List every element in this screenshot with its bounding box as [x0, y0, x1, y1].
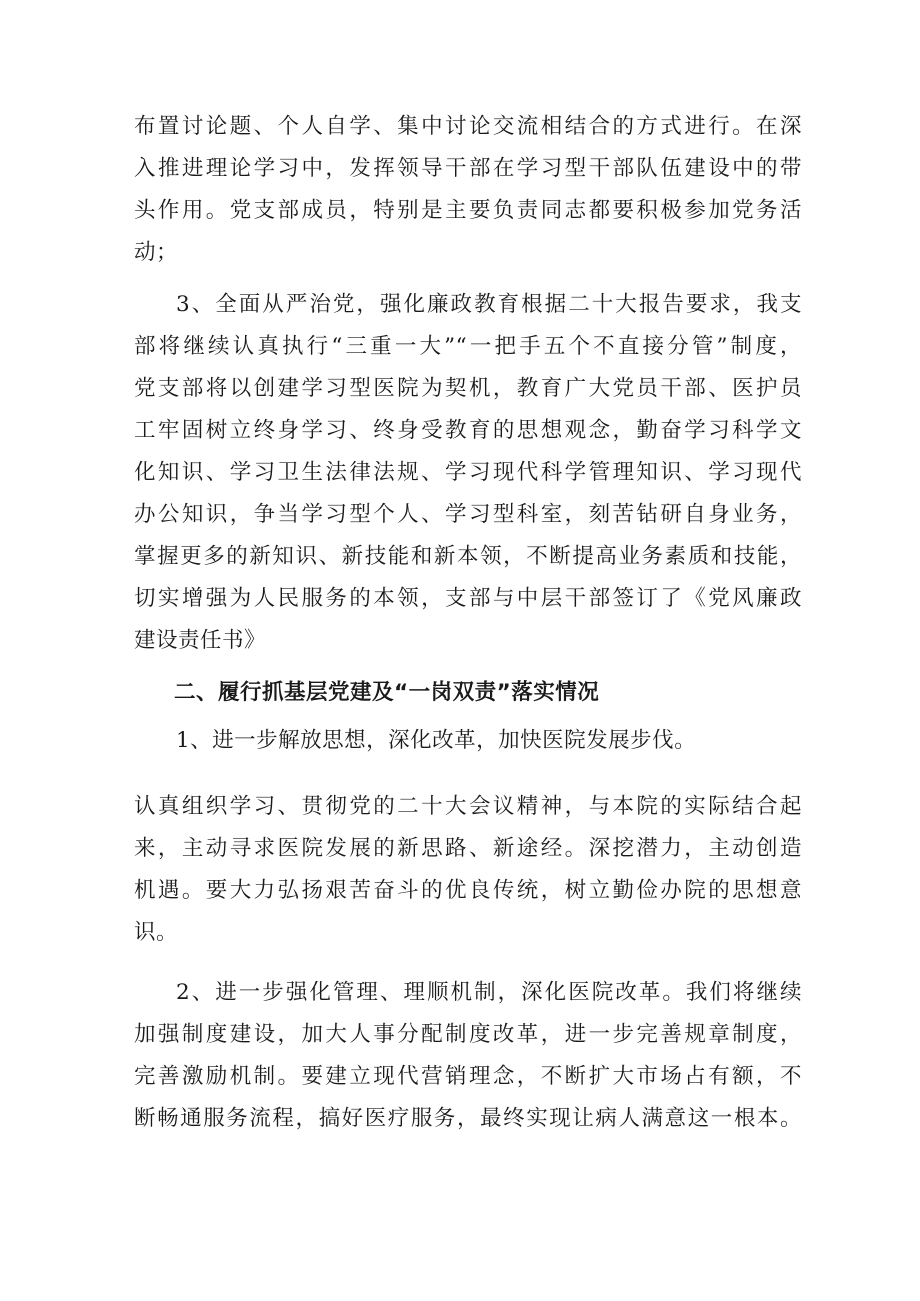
item-title: 1、进一步解放思想，深化改革，加快医院发展步伐。 — [176, 728, 697, 753]
document-body — [134, 106, 802, 1140]
text-line: 断畅通服务流程，搞好医疗服务，最终实现让病人满意这一根本。 — [134, 1106, 802, 1131]
text-line: 掌握更多的新知识、新技能和新本领，不断提高业务素质和技能， — [134, 544, 802, 569]
text-line: 2、进一步强化管理、理顺机制，深化医院改革。我们将继续 — [176, 980, 802, 1005]
text-line: 入推进理论学习中，发挥领导干部在学习型干部队伍建设中的带 — [134, 156, 802, 181]
paragraph-study-methods — [134, 106, 802, 274]
text-line: 部将继续认真执行“三重一大”“一把手五个不直接分管”制度， — [134, 334, 802, 359]
section-heading: 二、履行抓基层党建及“一岗双责”落实情况 — [174, 680, 600, 705]
text-line: 化知识、学习卫生法律法规、学习现代科学管理知识、学习现代 — [134, 460, 802, 485]
text-line: 来，主动寻求医院发展的新思路、新途经。深挖潜力，主动创造 — [134, 836, 802, 861]
paragraph-management — [134, 972, 802, 1140]
text-line: 认真组织学习、贯彻党的二十大会议精神，与本院的实际结合起 — [134, 794, 802, 819]
text-line: 党支部将以创建学习型医院为契机，教育广大党员干部、医护员 — [134, 376, 802, 401]
text-line: 加强制度建设，加大人事分配制度改革，进一步完善规章制度， — [134, 1022, 802, 1047]
text-line: 识。 — [134, 920, 179, 945]
paragraph-study-spirit — [134, 786, 802, 954]
text-line: 机遇。要大力弘扬艰苦奋斗的优良传统，树立勤俭办院的思想意 — [134, 878, 802, 903]
paragraph-anti-corruption — [134, 284, 802, 662]
text-line: 3、全面从严治党，强化廉政教育根据二十大报告要求，我支 — [176, 292, 802, 317]
text-line: 完善激励机制。要建立现代营销理念，不断扩大市场占有额，不 — [134, 1064, 802, 1089]
text-line: 建设责任书》 — [134, 628, 267, 653]
text-line: 头作用。党支部成员，特别是主要负责同志都要积极参加党务活 — [134, 198, 802, 223]
text-line: 布置讨论题、个人自学、集中讨论交流相结合的方式进行。在深 — [134, 114, 802, 139]
text-line: 工牢固树立终身学习、终身受教育的思想观念，勤奋学习科学文 — [134, 418, 802, 443]
text-line: 切实增强为人民服务的本领，支部与中层干部签订了《党风廉政 — [134, 586, 802, 611]
text-line: 办公知识，争当学习型个人、学习型科室，刻苦钻研自身业务， — [134, 502, 802, 527]
text-line: 动； — [134, 240, 179, 265]
